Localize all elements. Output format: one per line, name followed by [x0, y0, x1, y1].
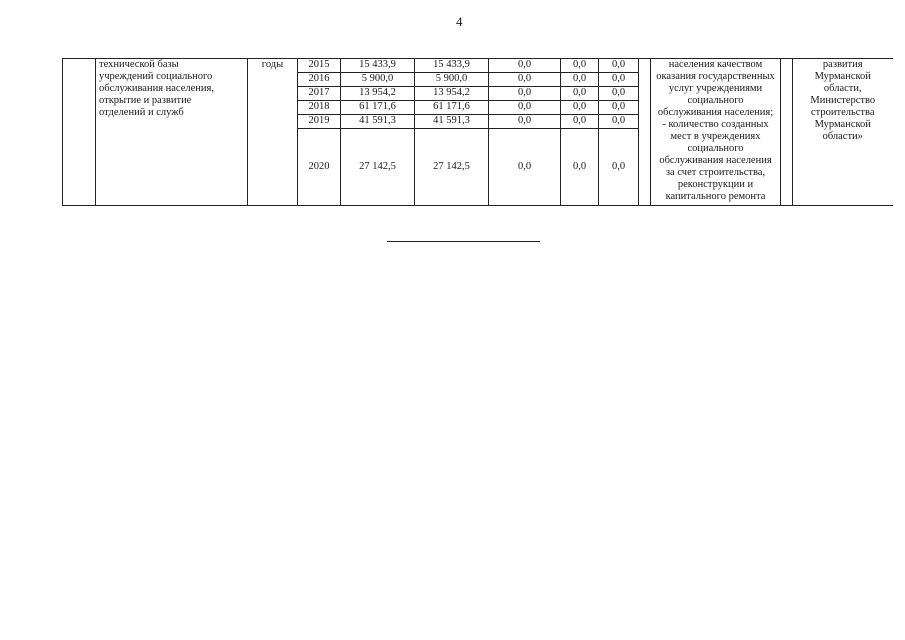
other-cell: 0,0	[599, 73, 639, 87]
total-cell: 41 591,3	[341, 115, 415, 129]
regional-cell: 5 900,0	[415, 73, 489, 87]
page-number: 4	[456, 14, 463, 29]
year-cell: 2019	[298, 115, 341, 129]
federal-cell: 0,0	[489, 59, 561, 73]
local-cell: 0,0	[561, 115, 599, 129]
executors-cell: развития Мурманской области, Министерство строительства Мурманской области»	[793, 59, 893, 206]
regional-cell: 13 954,2	[415, 87, 489, 101]
regional-cell: 41 591,3	[415, 115, 489, 129]
local-cell: 0,0	[561, 59, 599, 73]
year-cell: 2016	[298, 73, 341, 87]
indicators-cell: населения качеством оказания государственных услуг учреждениями социального обслуживания населения; - количество созданных мест в учреждениях социального обслуживания населения за счет строительства, реконструкции и капитального ремонта	[651, 59, 781, 206]
total-cell: 61 171,6	[341, 101, 415, 115]
local-cell: 0,0	[561, 101, 599, 115]
year-cell: 2018	[298, 101, 341, 115]
spacer-cell	[639, 59, 651, 206]
federal-cell: 0,0	[489, 115, 561, 129]
local-cell: 0,0	[561, 73, 599, 87]
measure-description: технической базы учреждений социального обслуживания населения, открытие и развитие отделений и служб	[96, 59, 248, 206]
total-cell: 13 954,2	[341, 87, 415, 101]
other-cell: 0,0	[599, 129, 639, 206]
local-cell: 0,0	[561, 129, 599, 206]
other-cell: 0,0	[599, 87, 639, 101]
regional-cell: 27 142,5	[415, 129, 489, 206]
total-cell: 5 900,0	[341, 73, 415, 87]
federal-cell: 0,0	[489, 73, 561, 87]
program-table	[62, 58, 893, 206]
year-cell: 2020	[298, 129, 341, 206]
footer-divider	[387, 241, 540, 242]
total-cell: 15 433,9	[341, 59, 415, 73]
regional-cell: 15 433,9	[415, 59, 489, 73]
row-number-cell	[63, 59, 96, 206]
local-cell: 0,0	[561, 87, 599, 101]
other-cell: 0,0	[599, 115, 639, 129]
spacer-cell	[781, 59, 793, 206]
federal-cell: 0,0	[489, 87, 561, 101]
year-cell: 2015	[298, 59, 341, 73]
other-cell: 0,0	[599, 101, 639, 115]
other-cell: 0,0	[599, 59, 639, 73]
federal-cell: 0,0	[489, 101, 561, 115]
regional-cell: 61 171,6	[415, 101, 489, 115]
federal-cell: 0,0	[489, 129, 561, 206]
total-cell: 27 142,5	[341, 129, 415, 206]
year-cell: 2017	[298, 87, 341, 101]
period-cell: годы	[248, 59, 298, 206]
